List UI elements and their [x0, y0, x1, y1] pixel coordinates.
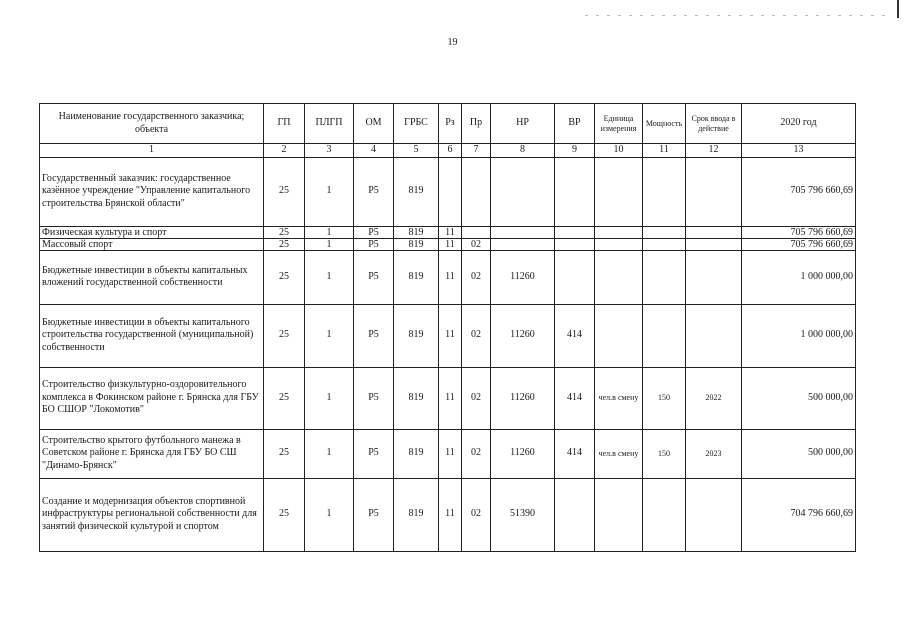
scan-edge-mark [897, 0, 899, 18]
cell-grbs: 819 [394, 250, 439, 304]
cell-unit [595, 157, 643, 226]
cell-name: Государственный заказчик: государственное казённое учреждение "Управление капитального строительства Брянской области" [40, 157, 264, 226]
column-number: 10 [595, 144, 643, 158]
column-number: 4 [354, 144, 394, 158]
header-rz: Рз [439, 104, 462, 144]
cell-nr: 11260 [491, 304, 555, 367]
cell-vr: 414 [555, 367, 595, 429]
budget-table [39, 103, 856, 552]
cell-pr: 02 [462, 478, 491, 551]
table-row [40, 226, 856, 238]
header-capacity: Мощность [643, 104, 686, 144]
cell-plgp: 1 [305, 429, 354, 478]
header-nr: НР [491, 104, 555, 144]
cell-plgp: 1 [305, 226, 354, 238]
cell-om: Р5 [354, 226, 394, 238]
column-number: 12 [686, 144, 742, 158]
cell-gp: 25 [264, 238, 305, 250]
cell-pr: 02 [462, 429, 491, 478]
cell-rz: 11 [439, 238, 462, 250]
column-number: 8 [491, 144, 555, 158]
header-term: Срок ввода в действие [686, 104, 742, 144]
cell-name: Физическая культура и спорт [40, 226, 264, 238]
cell-capacity: 150 [643, 367, 686, 429]
header-om: ОМ [354, 104, 394, 144]
cell-capacity [643, 226, 686, 238]
cell-grbs: 819 [394, 429, 439, 478]
cell-om: Р5 [354, 478, 394, 551]
cell-gp: 25 [264, 429, 305, 478]
cell-nr: 11260 [491, 367, 555, 429]
cell-unit: чел.в смену [595, 429, 643, 478]
cell-grbs: 819 [394, 226, 439, 238]
cell-gp: 25 [264, 304, 305, 367]
cell-rz: 11 [439, 367, 462, 429]
cell-term [686, 250, 742, 304]
cell-name: Строительство крытого футбольного манежа в Советском районе г. Брянска для ГБУ БО СШ "Динамо-Брянск" [40, 429, 264, 478]
cell-vr [555, 226, 595, 238]
cell-gp: 25 [264, 367, 305, 429]
page-number: 19 [447, 37, 458, 48]
cell-unit [595, 226, 643, 238]
cell-pr: 02 [462, 304, 491, 367]
cell-unit [595, 304, 643, 367]
cell-capacity [643, 238, 686, 250]
cell-vr: 414 [555, 429, 595, 478]
cell-nr: 11260 [491, 250, 555, 304]
column-number: 9 [555, 144, 595, 158]
cell-term: 2022 [686, 367, 742, 429]
cell-nr [491, 157, 555, 226]
cell-pr: 02 [462, 250, 491, 304]
cell-pr: 02 [462, 367, 491, 429]
cell-rz: 11 [439, 429, 462, 478]
cell-capacity [643, 250, 686, 304]
header-gp: ГП [264, 104, 305, 144]
cell-nr: 11260 [491, 429, 555, 478]
cell-vr [555, 250, 595, 304]
cell-term [686, 157, 742, 226]
column-number: 11 [643, 144, 686, 158]
cell-unit [595, 478, 643, 551]
column-number: 5 [394, 144, 439, 158]
cell-year-2020: 705 796 660,69 [742, 157, 856, 226]
column-number: 2 [264, 144, 305, 158]
cell-capacity [643, 304, 686, 367]
cell-om: Р5 [354, 304, 394, 367]
column-number: 13 [742, 144, 856, 158]
column-number: 3 [305, 144, 354, 158]
cell-year-2020: 1 000 000,00 [742, 304, 856, 367]
cell-term [686, 478, 742, 551]
cell-pr [462, 226, 491, 238]
cell-term [686, 238, 742, 250]
header-vr: ВР [555, 104, 595, 144]
header-unit: Единица измерения [595, 104, 643, 144]
cell-name: Массовый спорт [40, 238, 264, 250]
cell-gp: 25 [264, 157, 305, 226]
cell-year-2020: 704 796 660,69 [742, 478, 856, 551]
cell-year-2020: 705 796 660,69 [742, 238, 856, 250]
column-number: 1 [40, 144, 264, 158]
header-year-2020: 2020 год [742, 104, 856, 144]
cell-om: Р5 [354, 238, 394, 250]
cell-om: Р5 [354, 367, 394, 429]
cell-plgp: 1 [305, 250, 354, 304]
cell-unit [595, 250, 643, 304]
cell-plgp: 1 [305, 367, 354, 429]
header-plgp: ПЛГП [305, 104, 354, 144]
cell-name: Бюджетные инвестиции в объекты капитальных вложений государственной собственности [40, 250, 264, 304]
cell-om: Р5 [354, 429, 394, 478]
cell-capacity: 150 [643, 429, 686, 478]
cell-nr: 51390 [491, 478, 555, 551]
scan-noise [585, 15, 885, 16]
cell-nr [491, 238, 555, 250]
cell-name: Создание и модернизация объектов спортивной инфраструктуры региональной собственности для занятий физической культурой и спортом [40, 478, 264, 551]
cell-pr [462, 157, 491, 226]
cell-om: Р5 [354, 250, 394, 304]
header-grbs: ГРБС [394, 104, 439, 144]
cell-vr: 414 [555, 304, 595, 367]
cell-capacity [643, 157, 686, 226]
cell-om: Р5 [354, 157, 394, 226]
cell-unit: чел.в смену [595, 367, 643, 429]
cell-grbs: 819 [394, 157, 439, 226]
cell-vr [555, 238, 595, 250]
table-row [40, 250, 856, 304]
column-number: 6 [439, 144, 462, 158]
cell-year-2020: 500 000,00 [742, 429, 856, 478]
cell-vr [555, 478, 595, 551]
cell-plgp: 1 [305, 157, 354, 226]
table-row [40, 238, 856, 250]
cell-grbs: 819 [394, 478, 439, 551]
cell-capacity [643, 478, 686, 551]
cell-name: Бюджетные инвестиции в объекты капитального строительства государственной (муниципальной) собственности [40, 304, 264, 367]
cell-gp: 25 [264, 250, 305, 304]
column-numbers-row [40, 144, 856, 158]
cell-grbs: 819 [394, 238, 439, 250]
cell-grbs: 819 [394, 304, 439, 367]
cell-grbs: 819 [394, 367, 439, 429]
cell-term: 2023 [686, 429, 742, 478]
table-row [40, 429, 856, 478]
cell-vr [555, 157, 595, 226]
cell-year-2020: 705 796 660,69 [742, 226, 856, 238]
cell-rz: 11 [439, 250, 462, 304]
cell-rz [439, 157, 462, 226]
cell-year-2020: 500 000,00 [742, 367, 856, 429]
cell-plgp: 1 [305, 304, 354, 367]
header-pr: Пр [462, 104, 491, 144]
header-row [40, 104, 856, 144]
cell-unit [595, 238, 643, 250]
cell-pr: 02 [462, 238, 491, 250]
table-row [40, 157, 856, 226]
header-name: Наименование государственного заказчика; объекта [40, 104, 264, 144]
cell-term [686, 226, 742, 238]
cell-rz: 11 [439, 304, 462, 367]
column-number: 7 [462, 144, 491, 158]
cell-plgp: 1 [305, 238, 354, 250]
cell-name: Строительство физкультурно-оздоровительного комплекса в Фокинском районе г. Брянска для ГБУ БО СШОР "Локомотив" [40, 367, 264, 429]
cell-rz: 11 [439, 478, 462, 551]
cell-rz: 11 [439, 226, 462, 238]
cell-gp: 25 [264, 478, 305, 551]
cell-plgp: 1 [305, 478, 354, 551]
cell-year-2020: 1 000 000,00 [742, 250, 856, 304]
cell-gp: 25 [264, 226, 305, 238]
table-row [40, 304, 856, 367]
table-row [40, 367, 856, 429]
cell-term [686, 304, 742, 367]
table-row [40, 478, 856, 551]
cell-nr [491, 226, 555, 238]
